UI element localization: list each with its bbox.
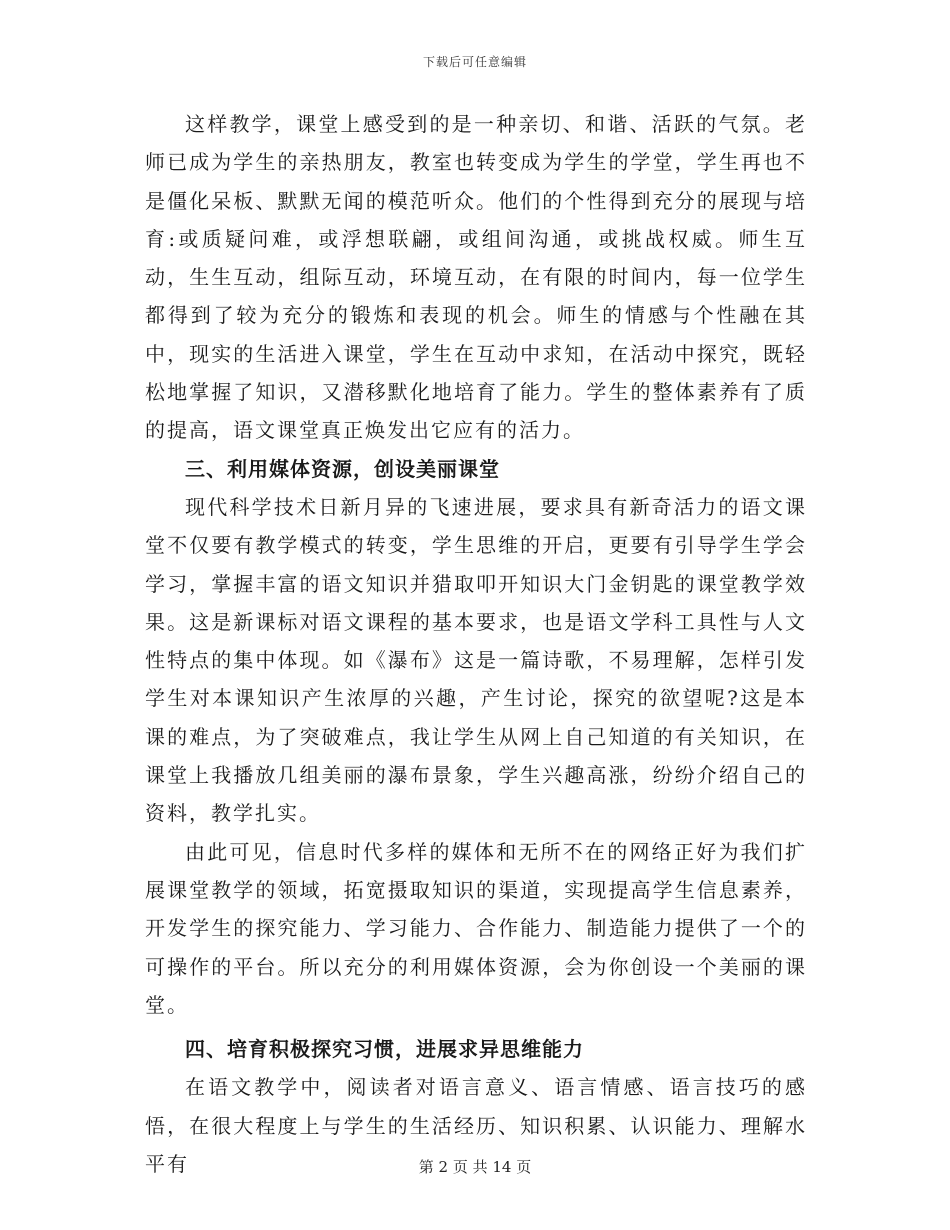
body-paragraph: 现代科学技术日新月异的飞速进展，要求具有新奇活力的语文课堂不仅要有教学模式的转变，学生思维的开启，更要有引导学生学会学习，掌握丰富的语文知识并猎取叩开知识大门金钥匙的课堂教学效果。这是新课标对语文课程的基本要求，也是语文学科工具性与人文性特点的集中体现。如《瀑布》这是一篇诗歌，不易理解，怎样引发学生对本课知识产生浓厚的兴趣，产生讨论，探究的欲望呢?这是本课的难点，为了突破难点，我让学生从网上自己知道的有关知识，在课堂上我播放几组美丽的瀑布景象，学生兴趣高涨，纷纷介绍自己的资料，教学扎实。 xyxy=(145,494,807,826)
body-paragraph: 由此可见，信息时代多样的媒体和无所不在的网络正好为我们扩展课堂教学的领域，拓宽摄取知识的渠道，实现提高学生信息素养，开发学生的探究能力、学习能力、合作能力、制造能力提供了一个的可操作的平台。所以充分的利用媒体资源，会为你创设一个美丽的课堂。 xyxy=(145,839,807,1017)
page-header: 下载后可任意编辑 xyxy=(422,55,527,69)
page-number: 第 2 页 共 14 页 xyxy=(418,1158,532,1176)
section-heading: 三、利用媒体资源，创设美丽课堂 xyxy=(185,456,500,481)
body-paragraph: 这样教学，课堂上感受到的是一种亲切、和谐、活跃的气氛。老师已成为学生的亲热朋友，教室也转变成为学生的学堂，学生再也不是僵化呆板、默默无闻的模范听众。他们的个性得到充分的展现与培育:或质疑问难，或浮想联翩，或组间沟通，或挑战权威。师生互动，生生互动，组际互动，环境互动，在有限的时间内，每一位学生都得到了较为充分的锻炼和表现的机会。师生的情感与个性融在其中，现实的生活进入课堂，学生在互动中求知，在活动中探究，既轻松地掌握了知识，又潜移默化地培育了能力。学生的整体素养有了质的提高，语文课堂真正焕发出它应有的活力。 xyxy=(145,112,807,443)
body-paragraph: 在语文教学中，阅读者对语言意义、语言情感、语言技巧的感悟，在很大程度上与学生的生活经历、知识积累、认识能力、理解水平有 xyxy=(145,1075,807,1177)
document-body xyxy=(145,105,807,1183)
section-heading: 四、培育积极探究习惯，进展求异思维能力 xyxy=(185,1037,584,1062)
